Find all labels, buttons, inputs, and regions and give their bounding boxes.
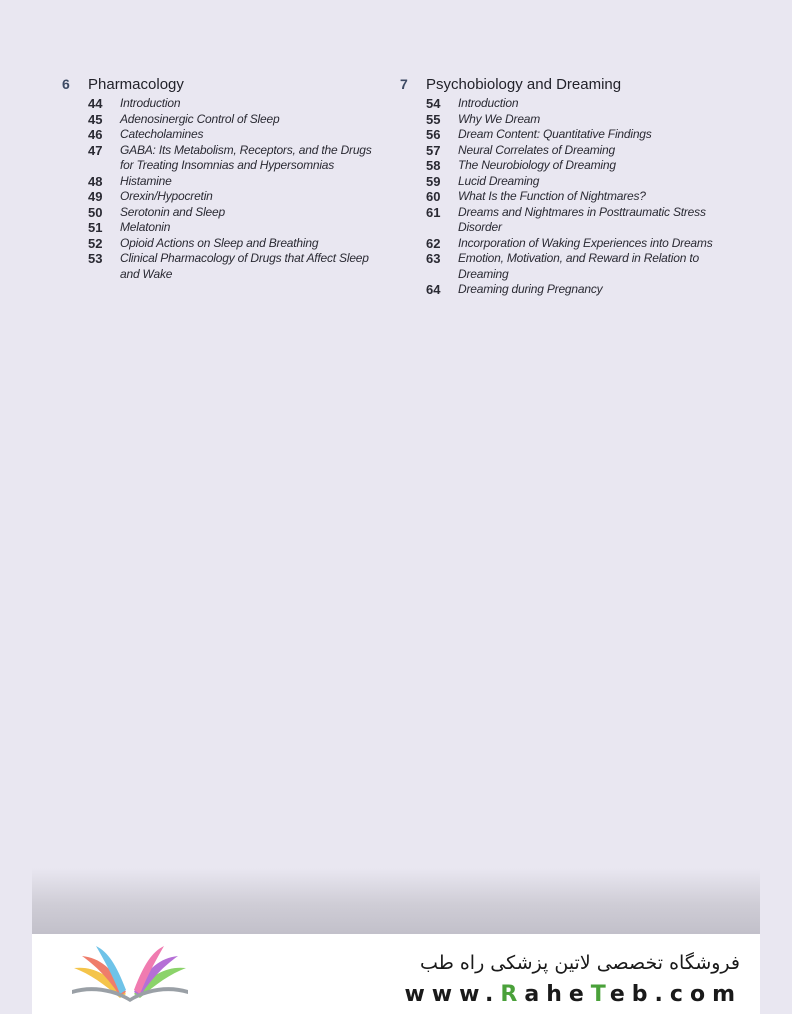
- chapter-number: 52: [88, 235, 103, 251]
- page-shadow: [32, 868, 760, 934]
- chapter-title: Histamine: [120, 173, 172, 188]
- chapter-entry: [426, 236, 730, 252]
- chapter-number: 45: [88, 111, 103, 127]
- chapter-number: 49: [88, 189, 103, 204]
- store-name-text: فروشگاه تخصصی لاتین پزشکی راه طب: [420, 952, 740, 974]
- part-number: 7: [400, 76, 408, 92]
- chapter-entry: [88, 236, 392, 252]
- chapter-number: 46: [88, 127, 103, 142]
- chapter-number: 53: [88, 251, 103, 266]
- url-prefix: www.: [404, 982, 501, 1007]
- chapter-entry: [88, 174, 392, 190]
- chapter-number: 61: [426, 204, 441, 220]
- chapter-number: 47: [88, 142, 103, 158]
- chapter-entry: [426, 282, 730, 298]
- watermark-banner: [32, 934, 760, 1014]
- chapter-number: 56: [426, 127, 441, 142]
- chapter-title: The Neurobiology of Dreaming: [458, 158, 616, 172]
- chapter-title: Neural Correlates of Dreaming: [458, 142, 615, 157]
- chapter-entry: [88, 96, 392, 112]
- chapter-title: Why We Dream: [458, 111, 541, 126]
- chapter-entry: [426, 143, 730, 159]
- chapter-number: 50: [88, 204, 103, 220]
- chapter-number: 57: [426, 142, 441, 158]
- url-mid: ahe: [524, 982, 591, 1007]
- chapter-entry: [426, 174, 730, 190]
- chapter-title: Clinical Pharmacology of Drugs that Affect Sleep and Wake: [120, 251, 369, 281]
- toc-column-left: [62, 76, 392, 282]
- chapter-title: Orexin/Hypocretin: [120, 189, 213, 203]
- chapter-title: Introduction: [120, 96, 181, 110]
- chapter-entry: [88, 220, 392, 236]
- chapter-number: 44: [88, 96, 103, 111]
- chapter-title: What Is the Function of Nightmares?: [458, 189, 646, 203]
- url-t-accent: T: [590, 982, 610, 1007]
- chapter-title: Catecholamines: [120, 127, 204, 141]
- chapter-title: Adenosinergic Control of Sleep: [120, 111, 280, 126]
- chapter-title: Dream Content: Quantitative Findings: [458, 127, 652, 141]
- chapter-title: Melatonin: [120, 220, 171, 234]
- chapter-entry: [88, 112, 392, 128]
- chapter-title: Lucid Dreaming: [458, 173, 540, 188]
- chapter-number: 60: [426, 189, 441, 204]
- chapter-number: 48: [88, 173, 103, 189]
- chapter-number: 58: [426, 158, 441, 173]
- chapter-title: Introduction: [458, 96, 519, 110]
- chapter-number: 64: [426, 282, 441, 297]
- chapter-number: 55: [426, 111, 441, 127]
- chapter-entry: [88, 205, 392, 221]
- chapter-entry: [88, 127, 392, 143]
- chapter-number: 59: [426, 173, 441, 189]
- chapter-entry: [426, 205, 730, 236]
- part-header: [400, 76, 730, 96]
- chapter-entry: [88, 189, 392, 205]
- chapter-number: 51: [88, 220, 103, 235]
- part-title: Pharmacology: [88, 76, 184, 93]
- part-title: Psychobiology and Dreaming: [426, 76, 622, 93]
- chapter-number: 54: [426, 96, 441, 111]
- open-book-logo-icon: [68, 944, 192, 1006]
- chapter-entry: [88, 143, 392, 174]
- chapter-title: GABA: Its Metabolism, Receptors, and the Drugs for Treating Insomnias and Hypersomnias: [120, 142, 372, 172]
- chapter-entry: [426, 251, 730, 282]
- chapter-title: Serotonin and Sleep: [120, 204, 225, 219]
- chapter-list: [400, 96, 730, 298]
- chapter-entry: [426, 112, 730, 128]
- toc-column-right: [400, 76, 730, 298]
- chapter-entry: [426, 189, 730, 205]
- chapter-entry: [88, 251, 392, 282]
- part-header: [62, 76, 392, 96]
- part-number: 6: [62, 76, 70, 92]
- chapter-title: Dreams and Nightmares in Posttraumatic Stress Disorder: [458, 204, 706, 234]
- chapter-number: 63: [426, 251, 441, 266]
- chapter-title: Dreaming during Pregnancy: [458, 282, 603, 296]
- url-suffix: eb.com: [609, 982, 742, 1007]
- chapter-entry: [426, 158, 730, 174]
- chapter-number: 62: [426, 235, 441, 251]
- website-url: [404, 982, 742, 1007]
- url-r-accent: R: [500, 982, 525, 1007]
- chapter-entry: [426, 96, 730, 112]
- chapter-title: Emotion, Motivation, and Reward in Relation to Dreaming: [458, 251, 699, 281]
- chapter-entry: [426, 127, 730, 143]
- chapter-title: Incorporation of Waking Experiences into Dreams: [458, 235, 713, 250]
- chapter-list: [62, 96, 392, 282]
- chapter-title: Opioid Actions on Sleep and Breathing: [120, 235, 319, 250]
